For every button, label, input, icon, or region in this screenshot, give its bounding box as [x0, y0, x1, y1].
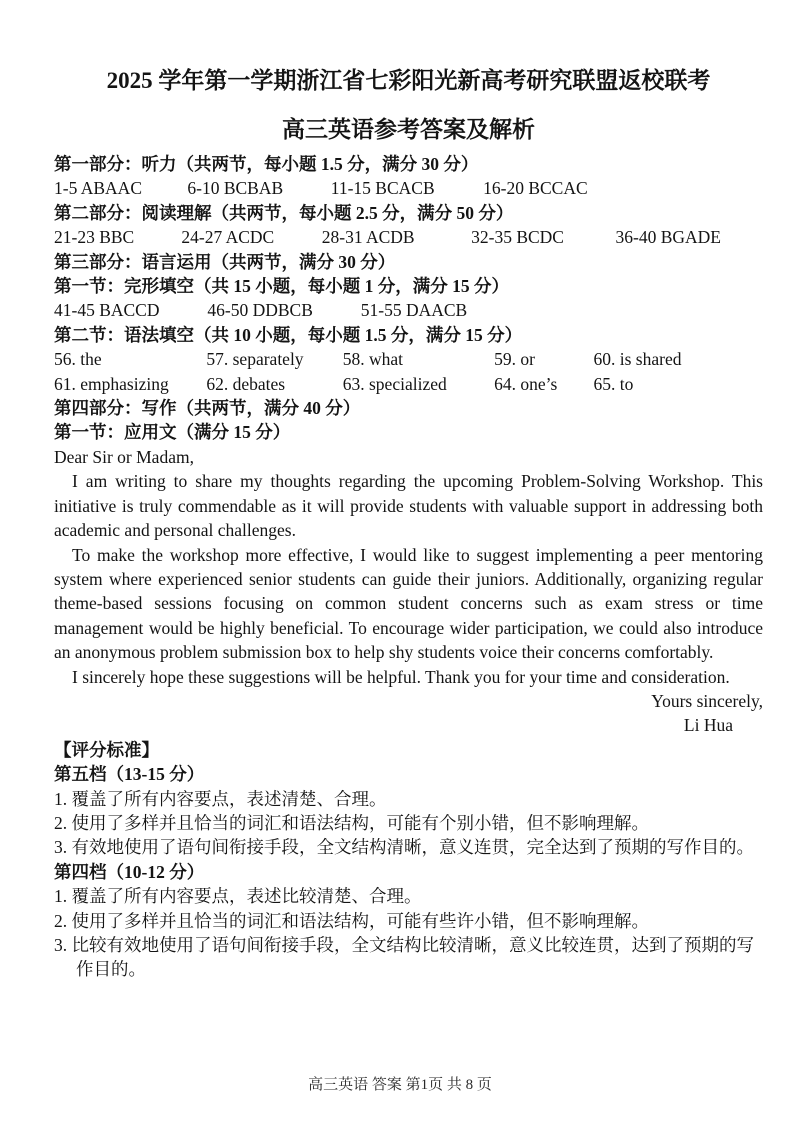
- letter-salutation: Dear Sir or Madam,: [54, 446, 194, 467]
- rubric-heading: 【评分标准】: [54, 739, 159, 760]
- exam-title: 2025 学年第一学期浙江省七彩阳光新高考研究联盟返校联考: [106, 68, 711, 93]
- answer-group: 46-50 DDBCB: [207, 300, 313, 321]
- answer-group: 21-23 BBC: [54, 227, 135, 248]
- answer-group: 51-55 DAACB: [360, 300, 468, 321]
- document-body: [54, 152, 763, 982]
- answer-item: 65. to: [593, 373, 634, 394]
- reading-answers-row: [54, 225, 763, 249]
- answer-item: 59. or: [494, 349, 535, 370]
- listening-answers-row: [54, 176, 763, 200]
- letter-signature: Li Hua: [683, 715, 733, 736]
- part3-heading: 第三部分：语言运用（共两节，满分 30 分）: [54, 251, 396, 272]
- grammar-answers-row-2: [54, 372, 763, 396]
- part1-heading: 第一部分：听力（共两节，每小题 1.5 分，满分 30 分）: [54, 154, 479, 174]
- band4-title: 第四档（10-12 分）: [54, 861, 205, 882]
- letter-paragraph: I am writing to share my thoughts regarding the upcoming Problem-Solving Workshop. This initiative is truly commendable as it will provide students with valuable support in addressing both academic and personal challenges.: [54, 471, 763, 541]
- answer-item: 60. is shared: [593, 349, 682, 370]
- band5-title: 第五档（13-15 分）: [54, 764, 205, 785]
- answer-item: 64. one’s: [494, 373, 558, 394]
- rubric-item: 3. 有效地使用了语句间衔接手段，全文结构清晰，意义连贯，完全达到了预期的写作目的。: [54, 837, 754, 858]
- rubric-item: 2. 使用了多样并且恰当的词汇和语法结构，可能有个别小错，但不影响理解。: [54, 812, 649, 833]
- answer-group: 36-40 BGADE: [615, 227, 721, 248]
- answer-group: 16-20 BCCAC: [483, 178, 588, 199]
- answer-item: 63. specialized: [342, 373, 447, 394]
- rubric-item: 1. 覆盖了所有内容要点，表述清楚、合理。: [54, 788, 387, 809]
- rubric-item: 3. 比较有效地使用了语句间衔接手段，全文结构比较清晰，意义比较连贯，达到了预期的写作目的。: [54, 935, 754, 980]
- exam-subtitle: 高三英语参考答案及解析: [282, 117, 535, 142]
- letter-paragraph: I sincerely hope these suggestions will be helpful. Thank you for your time and consideration.: [72, 666, 730, 687]
- part4-heading: 第四部分：写作（共两节，满分 40 分）: [54, 398, 361, 419]
- answer-group: 11-15 BCACB: [330, 178, 435, 199]
- answer-group: 24-27 ACDC: [181, 227, 275, 248]
- rubric-item: 1. 覆盖了所有内容要点，表述比较清楚、合理。: [54, 886, 422, 907]
- answer-item: 57. separately: [206, 349, 304, 370]
- scoring-rubric: [54, 738, 763, 982]
- page-footer: 高三英语 答案 第1页 共 8 页: [308, 1077, 492, 1093]
- letter-paragraph: To make the workshop more effective, I would like to suggest implementing a peer mentoring system where experienced senior students can guide their juniors. Additionally, organizing regular theme-based sessions focusing on common student concerns such as exam stress or time management would be highly beneficial. To encourage wider participation, we could also introduce an anonymous problem submission box to help shy students voice their concerns comfortably.: [54, 544, 763, 663]
- answer-item: 58. what: [342, 349, 404, 370]
- answer-group: 6-10 BCBAB: [187, 178, 284, 199]
- answer-group: 28-31 ACDB: [321, 227, 415, 248]
- letter-closing: Yours sincerely,: [651, 690, 763, 711]
- answer-item: 56. the: [54, 349, 102, 370]
- answer-group: 41-45 BACCD: [54, 300, 160, 321]
- cloze-section-heading: 第一节：完形填空（共 15 小题，每小题 1 分，满分 15 分）: [54, 276, 509, 297]
- grammar-section-heading: 第二节：语法填空（共 10 小题，每小题 1.5 分，满分 15 分）: [54, 324, 523, 345]
- answer-group: 1-5 ABAAC: [54, 178, 142, 199]
- cloze-answers-row: [54, 298, 763, 322]
- answer-item: 61. emphasizing: [54, 373, 169, 394]
- rubric-item: 2. 使用了多样并且恰当的词汇和语法结构，可能有些许小错，但不影响理解。: [54, 910, 649, 931]
- applied-writing-heading: 第一节：应用文（满分 15 分）: [54, 422, 291, 443]
- answer-item: 62. debates: [206, 373, 286, 394]
- answer-group: 32-35 BCDC: [471, 227, 564, 248]
- part2-heading: 第二部分：阅读理解（共两节，每小题 2.5 分，满分 50 分）: [54, 202, 514, 223]
- grammar-answers-row-1: [54, 347, 763, 371]
- model-essay: [54, 445, 763, 738]
